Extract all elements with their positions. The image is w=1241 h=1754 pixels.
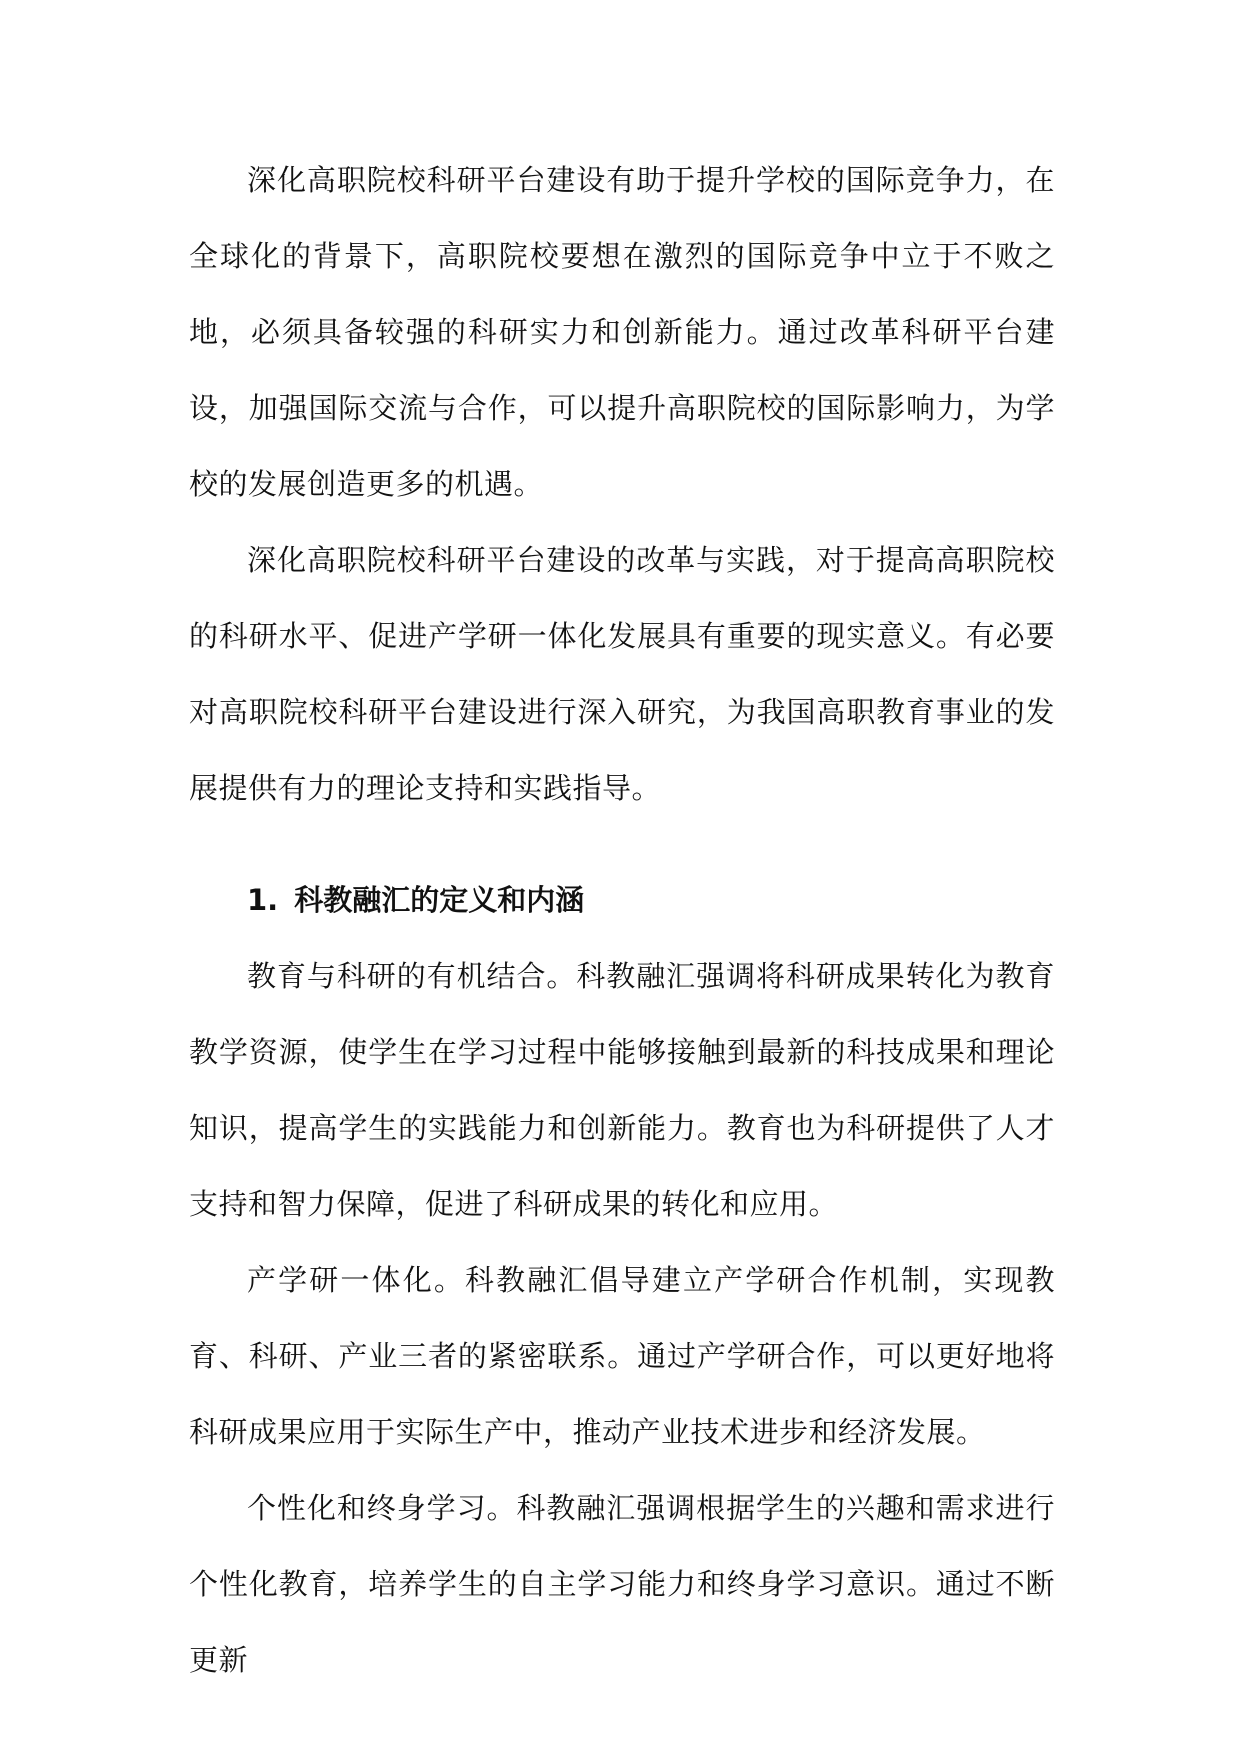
section-title: 科教融汇的定义和内涵 (294, 883, 585, 917)
section-number: 1. (247, 883, 279, 917)
paragraph-lifelong-learning: 个性化和终身学习。科教融汇强调根据学生的兴趣和需求进行个性化教育，培养学生的自主学习能力和终身学习意识。通过不断更新 (189, 1491, 1055, 1677)
section-heading (189, 862, 1055, 938)
paragraph-reform-significance: 深化高职院校科研平台建设的改革与实践，对于提高高职院校的科研水平、促进产学研一体化发展具有重要的现实意义。有必要对高职院校科研平台建设进行深入研究，为我国高职教育事业的发展提供有力的理论支持和实践指导。 (189, 543, 1055, 805)
paragraph-industry-integration: 产学研一体化。科教融汇倡导建立产学研合作机制，实现教育、科研、产业三者的紧密联系。通过产学研合作，可以更好地将科研成果应用于实际生产中，推动产业技术进步和经济发展。 (189, 1263, 1055, 1449)
document-body (189, 142, 1055, 1698)
paragraph-education-research: 教育与科研的有机结合。科教融汇强调将科研成果转化为教育教学资源，使学生在学习过程中能够接触到最新的科技成果和理论知识，提高学生的实践能力和创新能力。教育也为科研提供了人才支持和智力保障，促进了科研成果的转化和应用。 (189, 959, 1055, 1221)
paragraph-international-competitiveness: 深化高职院校科研平台建设有助于提升学校的国际竞争力，在全球化的背景下，高职院校要想在激烈的国际竞争中立于不败之地，必须具备较强的科研实力和创新能力。通过改革科研平台建设，加强国际交流与合作，可以提升高职院校的国际影响力，为学校的发展创造更多的机遇。 (189, 163, 1055, 501)
